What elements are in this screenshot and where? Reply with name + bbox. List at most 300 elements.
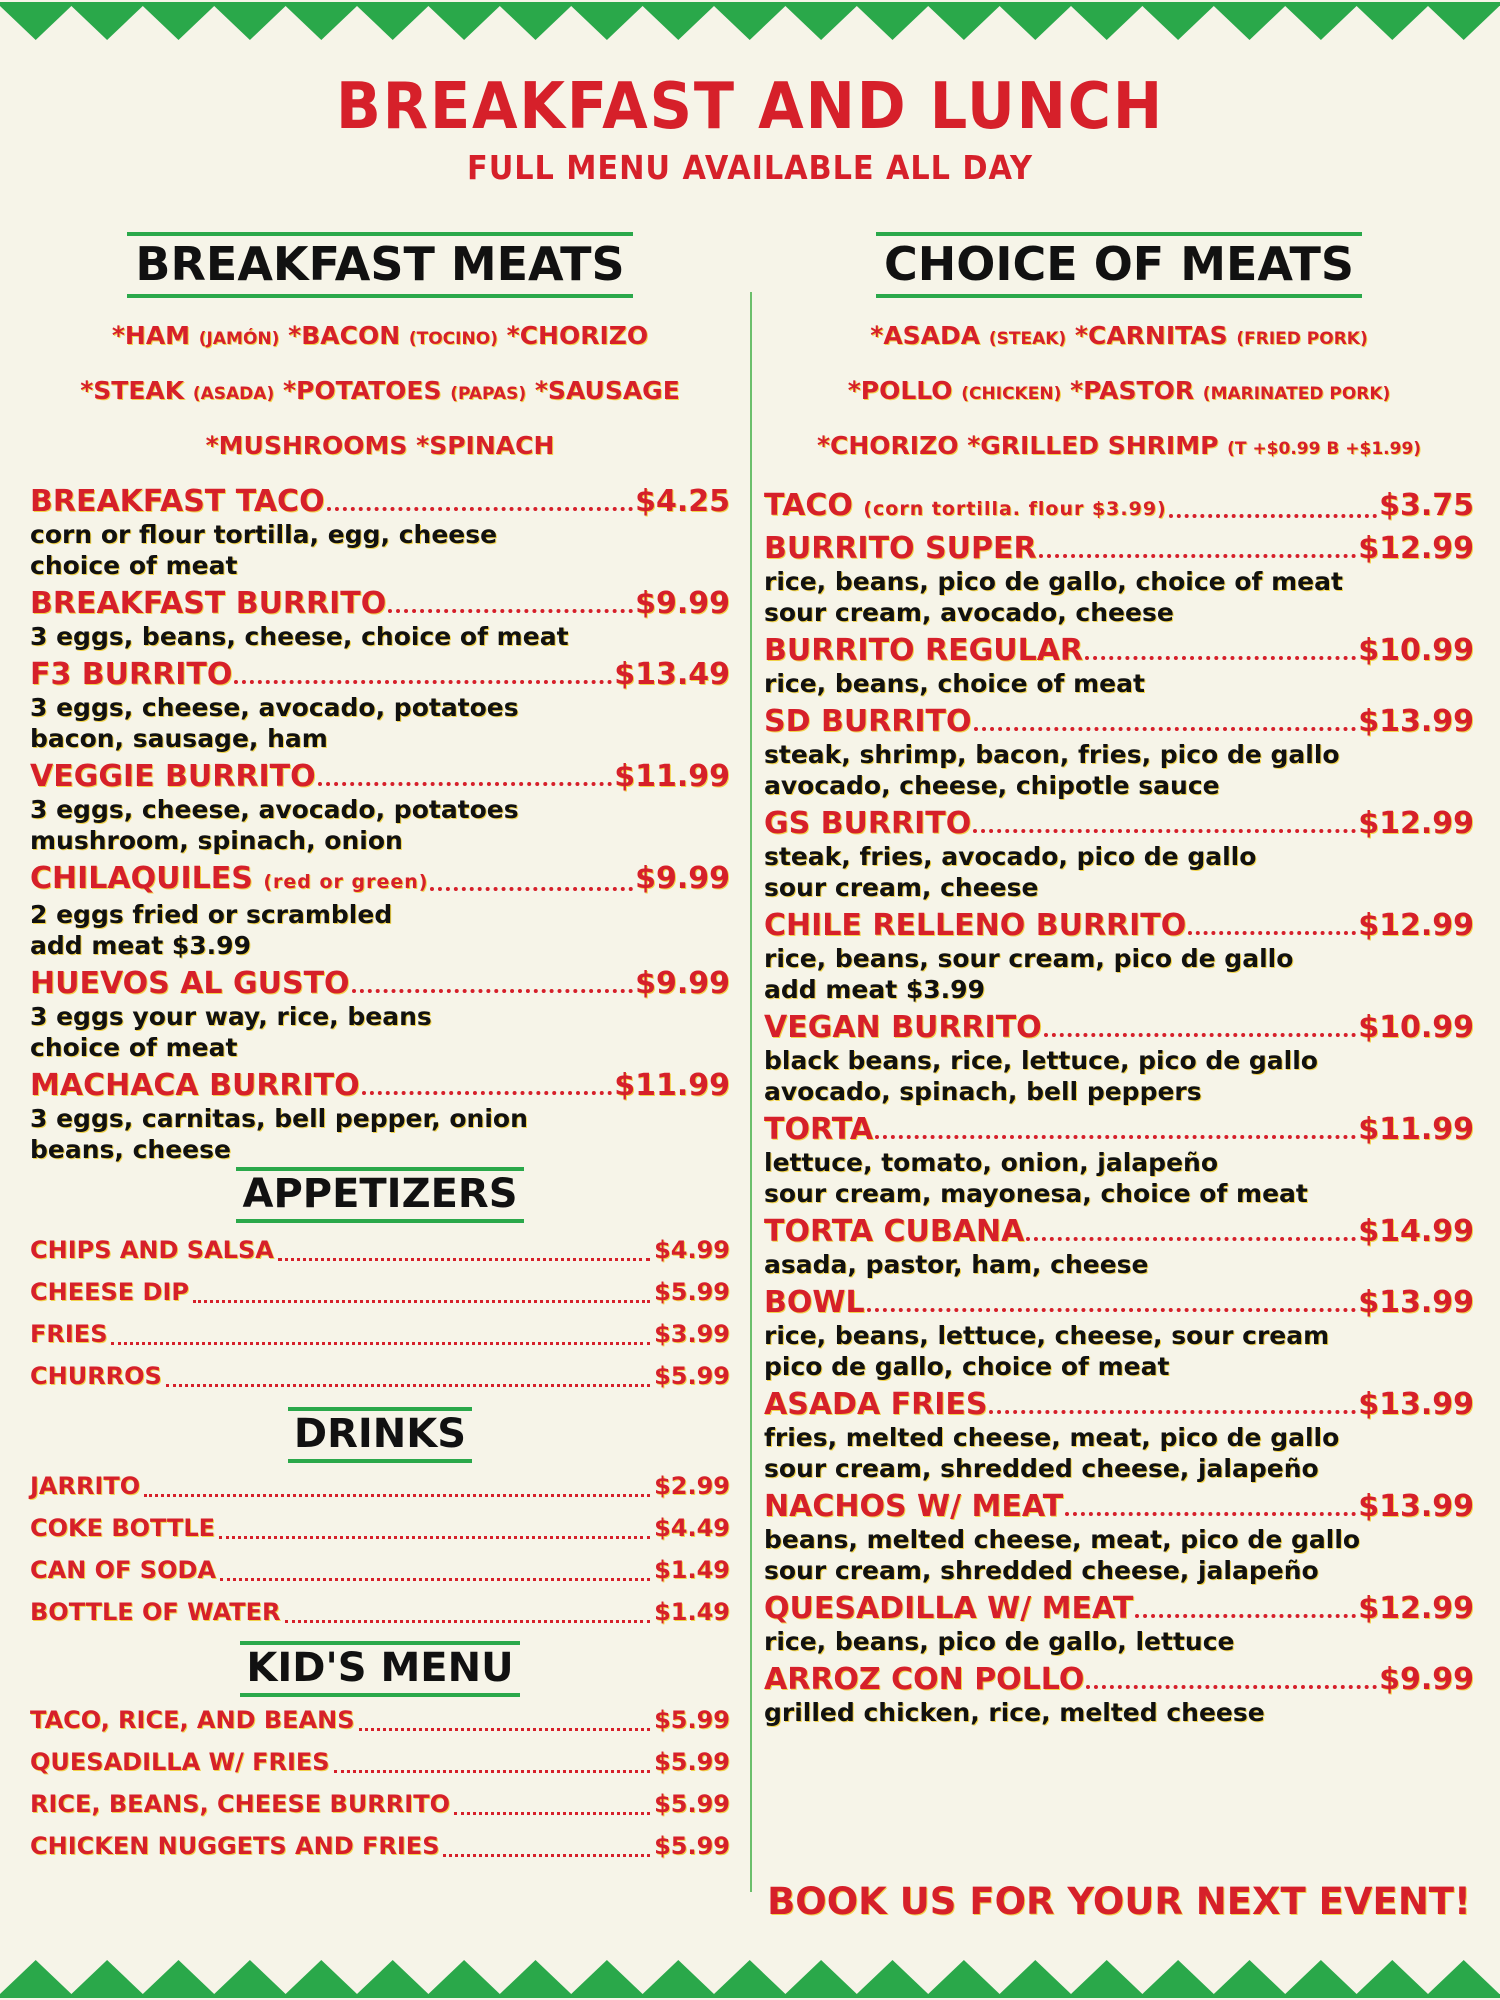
top-zigzag-border — [0, 0, 1500, 50]
menu-item-row — [764, 489, 1474, 526]
menu-item-name-text: ASADA FRIES — [764, 1387, 988, 1423]
dot-leader — [278, 1258, 650, 1261]
menu-item-description: rice, beans, pico de gallo, choice of meat — [764, 567, 1343, 597]
zigzag-triangle — [71, 6, 142, 40]
menu-item-name — [30, 587, 386, 621]
zigzag-triangle — [0, 6, 71, 40]
dot-leader — [318, 782, 613, 786]
price-list-price: $1.49 — [654, 1598, 730, 1627]
menu-item-name — [30, 967, 350, 1001]
menu-item-price: $12.99 — [1358, 1591, 1474, 1627]
menu-item-price: $12.99 — [1358, 908, 1474, 944]
menu-item — [30, 862, 730, 961]
menu-item — [30, 587, 730, 652]
price-list-row — [30, 1699, 730, 1741]
zigzag-triangle — [1142, 6, 1213, 40]
menu-item-price: $3.75 — [1379, 488, 1474, 524]
zigzag-triangle — [1285, 1960, 1356, 1994]
menu-item-name-text: BREAKFAST TACO — [30, 484, 325, 520]
dot-leader — [234, 680, 612, 684]
menu-item-price: $9.99 — [635, 861, 730, 897]
zigzag-triangle — [1285, 6, 1356, 40]
price-list-price: $5.99 — [654, 1362, 730, 1391]
meat-option-name: *BACON — [288, 321, 401, 351]
price-list-price: $5.99 — [654, 1832, 730, 1861]
price-list-row — [30, 1741, 730, 1783]
menu-item — [30, 658, 730, 754]
dot-leader — [111, 1342, 650, 1345]
menu-item-price: $12.99 — [1358, 806, 1474, 842]
menu-item-name — [764, 705, 972, 739]
drinks-list — [30, 1465, 730, 1633]
dot-leader — [327, 507, 634, 511]
menu-item-name-text: SD BURRITO — [764, 704, 972, 740]
choice-meats-heading — [764, 232, 1474, 298]
meat-option-line — [30, 310, 730, 365]
menu-item-row — [764, 807, 1474, 841]
zigzag-triangle — [1000, 6, 1071, 40]
menu-item-price: $11.99 — [614, 759, 730, 795]
price-list-row — [30, 1355, 730, 1397]
menu-item-description: 3 eggs your way, rice, beans — [30, 1002, 432, 1032]
menu-item-row — [30, 760, 730, 794]
menu-item-description: sour cream, shredded cheese, jalapeño — [764, 1454, 1319, 1484]
menu-item-row — [30, 862, 730, 899]
menu-item — [764, 1215, 1474, 1280]
menu-item-description: asada, pastor, ham, cheese — [764, 1250, 1149, 1280]
menu-item — [764, 1011, 1474, 1107]
menu-item — [764, 909, 1474, 1005]
menu-item-name-text: NACHOS W/ MEAT — [764, 1489, 1064, 1525]
menu-item — [764, 1388, 1474, 1484]
menu-item-row — [764, 1663, 1474, 1697]
price-list-row — [30, 1507, 730, 1549]
page-subtitle: FULL MENU AVAILABLE ALL DAY — [467, 148, 1033, 188]
kids-menu-heading-text: KID'S MENU — [240, 1641, 519, 1697]
price-list-name: CHURROS — [30, 1362, 162, 1391]
menu-item-name-text: CHILE RELLENO BURRITO — [764, 908, 1187, 944]
menu-item-price: $11.99 — [1358, 1112, 1474, 1148]
price-list-name: QUESADILLA W/ FRIES — [30, 1748, 330, 1777]
menu-item — [764, 1663, 1474, 1728]
menu-item-description: beans, melted cheese, meat, pico de gallo — [764, 1525, 1361, 1555]
zigzag-triangle — [785, 6, 856, 40]
menu-item-description: lettuce, tomato, onion, jalapeño — [764, 1148, 1218, 1178]
menu-item-description: sour cream, cheese — [764, 873, 1039, 903]
price-list-name: CHICKEN NUGGETS AND FRIES — [30, 1832, 440, 1861]
menu-item-name — [764, 489, 1167, 526]
meat-option-note: (CHICKEN) — [961, 384, 1062, 405]
menu-item-description: avocado, spinach, bell peppers — [764, 1077, 1202, 1107]
breakfast-items — [30, 485, 730, 1165]
menu-item-name — [764, 909, 1186, 943]
drinks-heading — [30, 1407, 730, 1463]
menu-item-price: $14.99 — [1358, 1214, 1474, 1250]
menu-item-note: (red or green) — [263, 871, 429, 894]
menu-item-name — [30, 485, 325, 519]
menu-item-name — [764, 1011, 1042, 1045]
menu-item-name — [764, 1490, 1063, 1524]
menu-item-row — [30, 1069, 730, 1103]
zigzag-triangle — [357, 1960, 428, 1994]
menu-item-price: $10.99 — [1358, 633, 1474, 669]
menu-item-row — [30, 967, 730, 1001]
price-list-name: RICE, BEANS, CHEESE BURRITO — [30, 1790, 450, 1819]
meat-option-line — [30, 365, 730, 420]
menu-item-row — [764, 1388, 1474, 1422]
menu-item-price: $10.99 — [1358, 1010, 1474, 1046]
menu-item-note: (corn tortilla. flour $3.99) — [863, 498, 1167, 521]
event-banner: BOOK US FOR YOUR NEXT EVENT! — [767, 1880, 1471, 1923]
kids-menu-list — [30, 1699, 730, 1867]
menu-item-description: corn or flour tortilla, egg, cheese — [30, 520, 498, 550]
price-list-row — [30, 1825, 730, 1867]
meat-option-name: *POLLO — [847, 376, 953, 406]
menu-item-name — [764, 532, 1037, 566]
menu-item-name — [764, 1592, 1133, 1626]
zigzag-triangle — [1357, 1960, 1428, 1994]
menu-item-name-text: TORTA — [764, 1112, 874, 1148]
right-column — [764, 232, 1474, 1728]
menu-item-description: add meat $3.99 — [764, 975, 985, 1005]
meat-option-name: *PASTOR — [1070, 376, 1195, 406]
menu-item — [764, 705, 1474, 801]
dot-leader — [443, 1854, 650, 1857]
menu-item-name — [764, 807, 971, 841]
dot-leader — [1039, 554, 1357, 558]
menu-item-description: choice of meat — [30, 1033, 238, 1063]
price-list-price: $5.99 — [654, 1706, 730, 1735]
menu-item-price: $13.99 — [1358, 1387, 1474, 1423]
price-list-price: $5.99 — [654, 1748, 730, 1777]
menu-item-price: $13.49 — [614, 657, 730, 693]
dot-leader — [430, 887, 633, 891]
menu-item-description: avocado, cheese, chipotle sauce — [764, 771, 1220, 801]
menu-item-description: sour cream, mayonesa, choice of meat — [764, 1179, 1308, 1209]
menu-item-row — [30, 485, 730, 519]
zigzag-triangle — [857, 1960, 928, 1994]
menu-item-price: $13.99 — [1358, 1285, 1474, 1321]
price-list-row — [30, 1549, 730, 1591]
price-list-price: $1.49 — [654, 1556, 730, 1585]
zigzag-triangle — [1214, 6, 1285, 40]
menu-item-price: $12.99 — [1358, 531, 1474, 567]
menu-item-description: pico de gallo, choice of meat — [764, 1352, 1170, 1382]
appetizers-list — [30, 1229, 730, 1397]
choice-meats-list — [764, 310, 1474, 475]
zigzag-triangle — [571, 1960, 642, 1994]
meat-option-note: (PAPAS) — [450, 384, 527, 405]
meat-option-line — [764, 420, 1474, 475]
dot-leader — [875, 1135, 1356, 1139]
zigzag-triangle — [0, 1960, 71, 1994]
zigzag-triangle — [214, 1960, 285, 1994]
dot-leader — [1044, 1033, 1357, 1037]
menu-item-name — [30, 1069, 360, 1103]
price-list-name: TACO, RICE, AND BEANS — [30, 1706, 355, 1735]
price-list-name: CHEESE DIP — [30, 1278, 189, 1307]
menu-item-name — [764, 1215, 1024, 1249]
zigzag-triangle — [214, 6, 285, 40]
meat-option-line — [30, 420, 730, 471]
meat-option-name: *SPINACH — [416, 431, 555, 461]
menu-item-name — [30, 658, 232, 692]
price-list-price: $2.99 — [654, 1472, 730, 1501]
zigzag-triangle — [1071, 6, 1142, 40]
menu-item-price: $11.99 — [614, 1068, 730, 1104]
menu-item-description: steak, shrimp, bacon, fries, pico de gallo — [764, 740, 1340, 770]
bottom-zigzag-border — [0, 1950, 1500, 2000]
zigzag-triangle — [714, 6, 785, 40]
menu-item-row — [764, 1286, 1474, 1320]
menu-item-name-text: BURRITO REGULAR — [764, 633, 1084, 669]
price-list-name: CHIPS AND SALSA — [30, 1236, 274, 1265]
zigzag-triangle — [643, 1960, 714, 1994]
menu-item-name-text: TACO — [764, 488, 853, 524]
meat-option-name: *MUSHROOMS — [205, 431, 408, 461]
price-list-price: $4.99 — [654, 1236, 730, 1265]
appetizers-heading — [30, 1167, 730, 1223]
zigzag-triangle — [857, 6, 928, 40]
page-title: BREAKFAST AND LUNCH — [336, 70, 1164, 144]
dot-leader — [334, 1770, 650, 1773]
meat-option-name: *CARNITAS — [1074, 321, 1228, 351]
menu-item-row — [764, 532, 1474, 566]
price-list-price: $5.99 — [654, 1790, 730, 1819]
meat-option-note: (FRIED PORK) — [1236, 329, 1368, 350]
menu-item-row — [30, 587, 730, 621]
dot-leader — [220, 1578, 650, 1581]
menu-item-name-text: ARROZ CON POLLO — [764, 1662, 1085, 1698]
menu-item — [30, 760, 730, 856]
menu-item-description: sour cream, avocado, cheese — [764, 598, 1174, 628]
dot-leader — [352, 989, 634, 993]
dot-leader — [1065, 1512, 1356, 1516]
menu-item-description: rice, beans, choice of meat — [764, 669, 1145, 699]
meat-option-name: *CHORIZO — [816, 431, 959, 461]
menu-item-description: fries, melted cheese, meat, pico de gallo — [764, 1423, 1340, 1453]
menu-item-price: $9.99 — [1379, 1662, 1474, 1698]
zigzag-triangle — [714, 1960, 785, 1994]
menu-item-row — [764, 1011, 1474, 1045]
zigzag-triangle — [1357, 6, 1428, 40]
menu-item — [30, 1069, 730, 1165]
menu-item-name-text: GS BURRITO — [764, 806, 972, 842]
dot-leader — [193, 1300, 650, 1303]
menu-item-name-text: HUEVOS AL GUSTO — [30, 966, 350, 1002]
menu-item-row — [764, 1215, 1474, 1249]
meat-option-note: (STEAK) — [988, 329, 1067, 350]
menu-item-description: rice, beans, sour cream, pico de gallo — [764, 944, 1294, 974]
lunch-items — [764, 489, 1474, 1728]
menu-item — [764, 532, 1474, 628]
menu-item-price: $9.99 — [635, 586, 730, 622]
dot-leader — [359, 1728, 651, 1731]
menu-item-name — [30, 760, 316, 794]
left-column — [30, 232, 730, 1867]
menu-item-description: steak, fries, avocado, pico de gallo — [764, 842, 1257, 872]
menu-item-name-text: BREAKFAST BURRITO — [30, 586, 387, 622]
appetizers-heading-text: APPETIZERS — [236, 1167, 523, 1223]
meat-option-note: (MARINATED PORK) — [1202, 384, 1391, 405]
dot-leader — [973, 829, 1356, 833]
zigzag-triangle — [1142, 1960, 1213, 1994]
meat-option-note: (T +$0.99 B +$1.99) — [1227, 439, 1422, 460]
zigzag-triangle — [928, 6, 999, 40]
menu-item-name — [764, 1113, 873, 1147]
price-list-row — [30, 1465, 730, 1507]
zigzag-triangle — [1428, 1960, 1499, 1994]
dot-leader — [166, 1384, 650, 1387]
menu-item-description: mushroom, spinach, onion — [30, 826, 403, 856]
menu-item-name-text: CHILAQUILES — [30, 861, 253, 897]
zigzag-triangle — [143, 6, 214, 40]
zigzag-triangle — [143, 1960, 214, 1994]
price-list-row — [30, 1783, 730, 1825]
menu-item-description: add meat $3.99 — [30, 931, 251, 961]
zigzag-triangle — [357, 6, 428, 40]
menu-item-description: 3 eggs, carnitas, bell pepper, onion — [30, 1104, 528, 1134]
menu-item-description: 2 eggs fried or scrambled — [30, 900, 393, 930]
dot-leader — [388, 609, 633, 613]
dot-leader — [989, 1410, 1356, 1414]
menu-item-name-text: MACHACA BURRITO — [30, 1068, 360, 1104]
price-list-row — [30, 1271, 730, 1313]
menu-item-price: $9.99 — [635, 966, 730, 1002]
kids-menu-heading — [30, 1641, 730, 1697]
menu-item-description: choice of meat — [30, 551, 238, 581]
dot-leader — [454, 1812, 650, 1815]
meat-option-line — [764, 310, 1474, 365]
menu-item-name — [764, 1286, 865, 1320]
menu-item-name-text: BOWL — [764, 1285, 865, 1321]
menu-item-row — [764, 1490, 1474, 1524]
price-list-price: $5.99 — [654, 1278, 730, 1307]
meat-option-note: (TOCINO) — [408, 329, 498, 350]
price-list-row — [30, 1591, 730, 1633]
menu-header — [0, 72, 1500, 187]
drinks-heading-text: DRINKS — [288, 1407, 472, 1463]
menu-item-description: rice, beans, pico de gallo, lettuce — [764, 1627, 1235, 1657]
menu-item-price: $4.25 — [635, 484, 730, 520]
menu-item-price: $13.99 — [1358, 1489, 1474, 1525]
menu-item-description: beans, cheese — [30, 1135, 231, 1165]
dot-leader — [219, 1536, 650, 1539]
dot-leader — [867, 1308, 1357, 1312]
price-list-name: BOTTLE OF WATER — [30, 1598, 281, 1627]
meat-option-name: *CHORIZO — [506, 321, 649, 351]
menu-item-description: sour cream, shredded cheese, jalapeño — [764, 1556, 1319, 1586]
zigzag-triangle — [286, 6, 357, 40]
menu-item-name-text: F3 BURRITO — [30, 657, 233, 693]
dot-leader — [1169, 514, 1377, 518]
meat-option-name: *STEAK — [80, 376, 185, 406]
menu-item-description: black beans, rice, lettuce, pico de gallo — [764, 1046, 1318, 1076]
price-list-name: JARRITO — [30, 1472, 141, 1501]
menu-item-description: grilled chicken, rice, melted cheese — [764, 1698, 1265, 1728]
zigzag-triangle — [500, 1960, 571, 1994]
dot-leader — [1026, 1237, 1356, 1241]
dot-leader — [285, 1620, 651, 1623]
price-list-name: FRIES — [30, 1320, 108, 1349]
menu-item-name-text: TORTA CUBANA — [764, 1214, 1025, 1250]
menu-item-description: 3 eggs, cheese, avocado, potatoes — [30, 693, 519, 723]
menu-item — [30, 485, 730, 581]
dot-leader — [974, 727, 1357, 731]
zigzag-triangle — [1000, 1960, 1071, 1994]
menu-item-name-text: VEGAN BURRITO — [764, 1010, 1042, 1046]
zigzag-triangle — [643, 6, 714, 40]
dot-leader — [1135, 1614, 1356, 1618]
zigzag-triangle — [785, 1960, 856, 1994]
menu-item — [764, 1286, 1474, 1382]
dot-leader — [1086, 1685, 1377, 1689]
menu-item-row — [764, 1592, 1474, 1626]
menu-item-row — [764, 634, 1474, 668]
meat-option-note: (JAMÓN) — [198, 329, 280, 350]
menu-item-row — [30, 658, 730, 692]
meat-option-name: *POTATOES — [282, 376, 442, 406]
menu-item-description: 3 eggs, beans, cheese, choice of meat — [30, 622, 569, 652]
zigzag-triangle — [1214, 1960, 1285, 1994]
menu-item-row — [764, 705, 1474, 739]
menu-item-name-text: VEGGIE BURRITO — [30, 759, 316, 795]
menu-item-row — [764, 909, 1474, 943]
price-list-price: $3.99 — [654, 1320, 730, 1349]
menu-item-name-text: BURRITO SUPER — [764, 531, 1037, 567]
zigzag-triangle — [928, 1960, 999, 1994]
meat-option-line — [764, 365, 1474, 420]
menu-item — [764, 1113, 1474, 1209]
menu-item — [764, 807, 1474, 903]
meat-option-name: *SAUSAGE — [534, 376, 680, 406]
price-list-name: COKE BOTTLE — [30, 1514, 216, 1543]
zigzag-triangle — [500, 6, 571, 40]
zigzag-triangle — [428, 6, 499, 40]
meat-option-name: *HAM — [111, 321, 191, 351]
zigzag-triangle — [1428, 6, 1499, 40]
meat-option-note: (ASADA) — [192, 384, 275, 405]
menu-item-name — [30, 862, 428, 899]
column-divider — [750, 292, 752, 1892]
zigzag-triangle — [571, 6, 642, 40]
choice-meats-heading-text: CHOICE OF MEATS — [876, 232, 1362, 298]
menu-item-price: $13.99 — [1358, 704, 1474, 740]
zigzag-triangle — [428, 1960, 499, 1994]
zigzag-triangle — [286, 1960, 357, 1994]
menu-item-name — [764, 1388, 987, 1422]
price-list-row — [30, 1313, 730, 1355]
price-list-row — [30, 1229, 730, 1271]
dot-leader — [144, 1494, 650, 1497]
dot-leader — [1188, 931, 1356, 935]
menu-item-name-text: QUESADILLA W/ MEAT — [764, 1591, 1134, 1627]
menu-item-name — [764, 634, 1083, 668]
zigzag-triangle — [71, 1960, 142, 1994]
menu-item-description: 3 eggs, cheese, avocado, potatoes — [30, 795, 519, 825]
dot-leader — [1085, 656, 1356, 660]
menu-item-description: rice, beans, lettuce, cheese, sour cream — [764, 1321, 1330, 1351]
menu-item — [764, 1490, 1474, 1586]
menu-item-name — [764, 1663, 1084, 1697]
zigzag-triangle — [1071, 1960, 1142, 1994]
menu-item — [30, 967, 730, 1063]
menu-item — [764, 489, 1474, 526]
menu-item-description: bacon, sausage, ham — [30, 724, 328, 754]
breakfast-meats-list — [30, 310, 730, 471]
menu-item-row — [764, 1113, 1474, 1147]
dot-leader — [362, 1091, 613, 1095]
